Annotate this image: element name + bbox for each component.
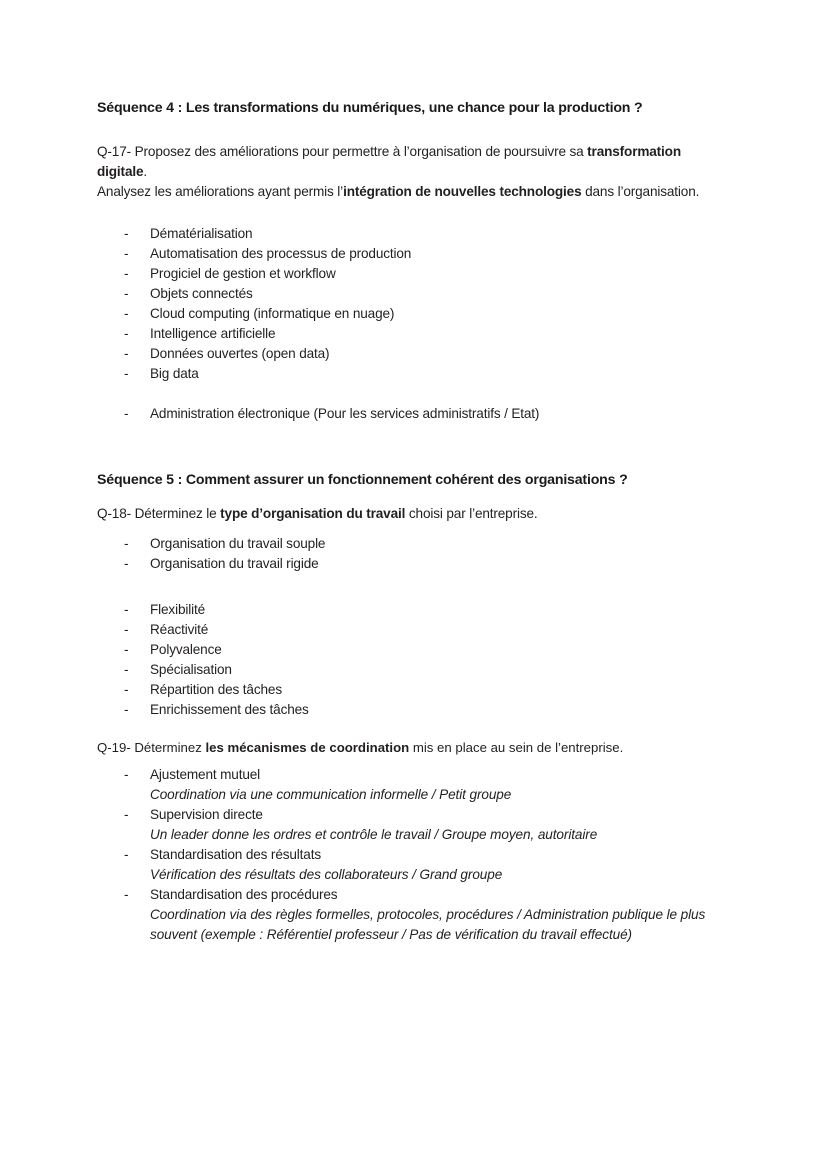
list-item — [97, 284, 727, 304]
heading-sequence-5: Séquence 5 : Comment assurer un fonctionnement cohérent des organisations ? — [97, 472, 628, 488]
list-item-label: Progiciel de gestion et workflow — [150, 266, 336, 281]
document-content — [97, 98, 727, 945]
list-item-detail: Coordination via une communication informelle / Petit groupe — [150, 787, 512, 802]
spacer — [97, 384, 727, 404]
question-17-line2-prefix: Analysez les améliorations ayant permis l’ — [97, 184, 344, 199]
dash-marker: - — [124, 246, 129, 261]
dash-marker: - — [124, 346, 129, 361]
heading-sequence-4: Séquence 4 : Les transformations du numériques, une chance pour la production ? — [97, 100, 643, 116]
question-17-line2-bold: intégration de nouvelles technologies — [343, 184, 582, 199]
question-18-prefix: Q-18- Déterminez le — [97, 506, 221, 521]
dash-marker: - — [124, 556, 129, 571]
question-17-line2-suffix: dans l’organisation. — [581, 184, 700, 199]
dash-marker: - — [124, 266, 129, 281]
list-item — [97, 244, 727, 264]
dash-marker: - — [124, 306, 129, 321]
list-item-label: Organisation du travail souple — [150, 536, 326, 551]
list-item-label: Flexibilité — [150, 602, 206, 617]
list-item — [97, 264, 727, 284]
list-item — [97, 554, 727, 574]
list-item-label: Ajustement mutuel — [150, 767, 261, 782]
list-item-label: Dématérialisation — [150, 226, 253, 241]
list-item — [97, 845, 727, 885]
list-item — [97, 805, 727, 845]
list-item-label: Enrichissement des tâches — [150, 702, 309, 717]
list-item — [97, 640, 727, 660]
list-item-label: Données ouvertes (open data) — [150, 346, 330, 361]
list-item-label: Supervision directe — [150, 807, 263, 822]
question-17-paragraph — [97, 142, 727, 182]
list-item-label: Big data — [150, 366, 199, 381]
question-19-suffix: mis en place au sein de l’entreprise. — [409, 740, 624, 755]
list-item — [97, 404, 727, 424]
list-item-label: Réactivité — [150, 622, 209, 637]
spacer — [97, 202, 727, 224]
spacer — [97, 424, 727, 452]
dash-marker: - — [124, 536, 129, 551]
dash-marker: - — [124, 226, 129, 241]
list-organisation-travail — [97, 534, 727, 574]
dash-marker: - — [124, 662, 129, 677]
list-item-label: Administration électronique (Pour les services administratifs / Etat) — [150, 406, 540, 421]
list-item-label: Standardisation des procédures — [150, 887, 338, 902]
list-item-label: Organisation du travail rigide — [150, 556, 319, 571]
question-18-suffix: choisi par l’entreprise. — [405, 506, 538, 521]
dash-marker: - — [124, 622, 129, 637]
list-caracteristiques — [97, 600, 727, 720]
list-item-label: Spécialisation — [150, 662, 232, 677]
question-17-bold: transformation digitale — [97, 144, 681, 179]
question-18-paragraph — [97, 504, 727, 524]
list-item — [97, 620, 727, 640]
dash-marker: - — [124, 406, 129, 421]
list-item — [97, 364, 727, 384]
list-item — [97, 324, 727, 344]
list-item-label: Répartition des tâches — [150, 682, 282, 697]
list-item-label: Automatisation des processus de production — [150, 246, 412, 261]
list-item-label: Objets connectés — [150, 286, 253, 301]
question-17-second-paragraph — [97, 182, 727, 202]
list-item — [97, 765, 727, 805]
question-19-prefix: Q-19- Déterminez — [97, 740, 206, 755]
list-item-detail: Coordination via des règles formelles, protocoles, procédures / Administration publique le plus souvent (exemple : Référentiel professeur / Pas de vérification du travail effectué) — [150, 907, 706, 942]
dash-marker: - — [124, 326, 129, 341]
list-item-label: Standardisation des résultats — [150, 847, 321, 862]
list-item-label: Intelligence artificielle — [150, 326, 276, 341]
list-item — [97, 700, 727, 720]
list-item — [97, 885, 727, 945]
spacer — [97, 490, 727, 504]
dash-marker: - — [124, 286, 129, 301]
spacer — [97, 524, 727, 534]
dash-marker: - — [124, 767, 129, 782]
list-item — [97, 304, 727, 324]
list-item-label: Polyvalence — [150, 642, 222, 657]
list-item-label: Cloud computing (informatique en nuage) — [150, 306, 395, 321]
list-numeric-improvements — [97, 224, 727, 384]
spacer — [97, 755, 727, 765]
dash-marker: - — [124, 847, 129, 862]
spacer — [97, 452, 727, 470]
question-19-paragraph — [97, 740, 727, 755]
list-item — [97, 344, 727, 364]
list-administration — [97, 404, 727, 424]
list-item — [97, 660, 727, 680]
list-item-detail: Un leader donne les ordres et contrôle le travail / Groupe moyen, autoritaire — [150, 827, 598, 842]
list-item — [97, 224, 727, 244]
question-19-bold: les mécanismes de coordination — [205, 740, 410, 755]
dash-marker: - — [124, 682, 129, 697]
spacer — [97, 720, 727, 740]
list-item — [97, 600, 727, 620]
list-item — [97, 534, 727, 554]
spacer — [97, 118, 727, 142]
list-mecanismes-coordination — [97, 765, 727, 945]
list-item-detail: Vérification des résultats des collaborateurs / Grand groupe — [150, 867, 503, 882]
dash-marker: - — [124, 807, 129, 822]
dash-marker: - — [124, 887, 129, 902]
question-17-prefix: Q-17- Proposez des améliorations pour permettre à l’organisation de poursuivre sa — [97, 144, 588, 159]
spacer — [97, 574, 727, 600]
dash-marker: - — [124, 602, 129, 617]
question-18-bold: type d’organisation du travail — [220, 506, 406, 521]
question-17-suffix: . — [143, 164, 148, 179]
dash-marker: - — [124, 702, 129, 717]
list-item — [97, 680, 727, 700]
dash-marker: - — [124, 366, 129, 381]
dash-marker: - — [124, 642, 129, 657]
